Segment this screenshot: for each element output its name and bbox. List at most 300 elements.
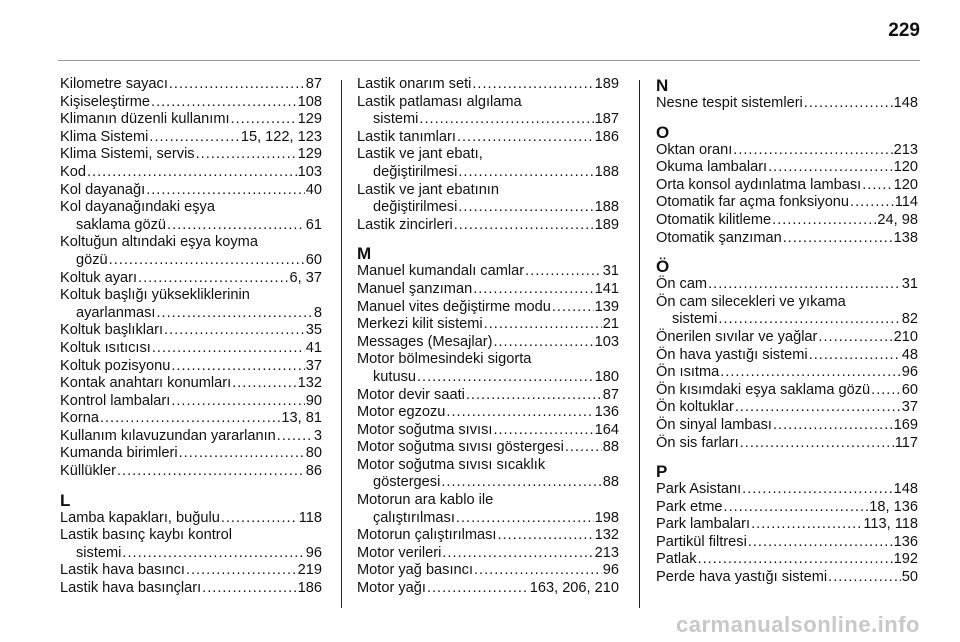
index-entry-line [656, 95, 918, 113]
index-entry-line [357, 164, 619, 182]
index-entry [357, 182, 619, 217]
index-term: Partikül filtresi [656, 533, 747, 550]
index-entry-line [60, 199, 322, 217]
index-term: Koltuğun altındaki eşya koyma [60, 234, 258, 251]
index-entry-line [60, 234, 322, 252]
index-entry [357, 545, 619, 563]
index-entry [60, 94, 322, 112]
index-entry [357, 281, 619, 299]
index-entry-line [656, 499, 918, 517]
index-entry-line [60, 580, 322, 598]
index-term: Klima Sistemi [60, 128, 149, 145]
index-term: Lastik hava basıncı [60, 562, 185, 579]
dot-leader [454, 217, 594, 235]
dot-leader [473, 281, 593, 299]
index-entry [60, 199, 322, 234]
dot-leader [419, 111, 593, 129]
dot-leader [772, 212, 876, 230]
index-page-ref: 15, 122, 123 [240, 128, 322, 145]
index-entry-line [60, 252, 322, 270]
index-page-ref: 192 [893, 551, 918, 568]
index-entry [60, 358, 322, 376]
index-page-ref: 136 [893, 533, 918, 550]
index-term: Koltuk başlıkları [60, 322, 164, 339]
index-term: Motor soğutma sıvısı sıcaklık [357, 456, 546, 473]
index-page-ref: 87 [602, 386, 619, 403]
index-entry-line [656, 516, 918, 534]
index-entry [357, 387, 619, 405]
index-page-ref: 37 [901, 399, 918, 416]
index-page-ref: 60 [901, 381, 918, 398]
index-term: Koltuk pozisyonu [60, 357, 171, 374]
dot-leader [818, 329, 892, 347]
index-page-ref: 13, 81 [281, 410, 322, 427]
index-term: sistemi [373, 111, 419, 128]
index-entry-line [60, 305, 322, 323]
index-page-ref: 96 [901, 364, 918, 381]
index-entry-line [357, 94, 619, 112]
index-entry [656, 481, 918, 499]
dot-leader [100, 410, 280, 428]
index-entry-line [656, 194, 918, 212]
index-entry [60, 270, 322, 288]
index-term: değiştirilmesi [373, 199, 458, 216]
dot-leader [456, 510, 594, 528]
index-entry [656, 516, 918, 534]
index-entry [357, 492, 619, 527]
index-page-ref: 90 [305, 392, 322, 409]
index-page-ref: 198 [594, 509, 619, 526]
index-page-ref: 8 [313, 304, 322, 321]
index-entry-line [357, 527, 619, 545]
dot-leader [232, 375, 296, 393]
index-page-ref: 114 [894, 194, 918, 211]
index-term: Motor devir saati [357, 386, 465, 403]
index-entry-line [60, 76, 322, 94]
index-page-ref: 24, 98 [877, 211, 918, 228]
index-entry-line [357, 387, 619, 405]
index-page-ref: 88 [602, 439, 619, 456]
index-entry [357, 351, 619, 386]
dot-leader [871, 382, 901, 400]
dot-leader [151, 94, 297, 112]
dot-leader [742, 481, 892, 499]
index-term: Ön cam silecekleri ve yıkama [656, 293, 846, 310]
index-page-ref: 41 [305, 339, 322, 356]
dot-leader [427, 580, 529, 598]
index-entry-line [656, 347, 918, 365]
index-entry-line [60, 545, 322, 563]
index-page-ref: 180 [594, 368, 619, 385]
index-entry-line [60, 287, 322, 305]
dot-leader [751, 516, 862, 534]
index-entry-line [656, 551, 918, 569]
dot-leader [196, 146, 297, 164]
index-entry [357, 422, 619, 440]
index-term: Kumanda birimleri [60, 445, 178, 462]
index-entry [60, 580, 322, 598]
index-entry-line [357, 580, 619, 598]
index-entry [357, 562, 619, 580]
index-term: Kişiseleştirme [60, 93, 151, 110]
index-page-ref: 148 [893, 481, 918, 498]
index-term: Ön hava yastığı sistemi [656, 346, 808, 363]
index-entry-line [357, 562, 619, 580]
index-entry-line [656, 311, 918, 329]
index-term: göstergesi [373, 474, 441, 491]
index-term: Kullanım kılavuzundan yararlanın [60, 427, 276, 444]
index-entry [60, 428, 322, 446]
index-entry [656, 329, 918, 347]
index-term: Manuel kumandalı camlar [357, 263, 525, 280]
index-entry-line [357, 439, 619, 457]
index-page-ref: 129 [297, 111, 322, 128]
index-term: Oktan oranı [656, 141, 733, 158]
dot-leader [809, 347, 901, 365]
dot-leader [164, 322, 305, 340]
index-entry-line [357, 457, 619, 475]
index-page-ref: 164 [594, 421, 619, 438]
index-term: Park lambaları [656, 516, 751, 533]
index-page-ref: 141 [594, 280, 619, 297]
index-term: Kol dayanağı [60, 181, 146, 198]
index-entry [60, 340, 322, 358]
index-entry [656, 534, 918, 552]
index-page-ref: 18, 136 [869, 498, 918, 515]
index-term: Kontrol lambaları [60, 392, 171, 409]
index-entry [357, 404, 619, 422]
index-entry [656, 142, 918, 160]
index-entry-line [656, 399, 918, 417]
index-term: Korna [60, 410, 99, 427]
index-page-ref: 88 [602, 474, 619, 491]
index-page-ref: 31 [602, 263, 619, 280]
index-page-ref: 139 [594, 298, 619, 315]
index-term: gözü [76, 251, 108, 268]
index-page-ref: 213 [893, 141, 918, 158]
dot-leader [862, 177, 892, 195]
dot-leader [720, 364, 901, 382]
dot-leader [552, 299, 594, 317]
index-entry [60, 129, 322, 147]
index-entry-line [60, 270, 322, 288]
index-entry-line [60, 146, 322, 164]
index-entry-line [60, 340, 322, 358]
index-page-ref: 118 [298, 509, 322, 526]
dot-leader [171, 393, 304, 411]
index-page-ref: 210 [893, 328, 918, 345]
index-entry [656, 417, 918, 435]
index-term: Nesne tespit sistemleri [656, 95, 803, 111]
index-entry [656, 399, 918, 417]
index-term: Lastik tanımları [357, 128, 456, 145]
index-entry-line [60, 393, 322, 411]
index-entry-line [357, 199, 619, 217]
index-term: Merkezi kilit sistemi [357, 316, 483, 333]
index-entry [60, 527, 322, 562]
index-entry [656, 95, 918, 113]
index-term: Lastik onarım seti [357, 76, 472, 92]
section-letter: L [60, 490, 71, 510]
index-term: Önerilen sıvılar ve yağlar [656, 328, 818, 345]
index-term: Koltuk ayarı [60, 269, 138, 286]
index-term: Okuma lambaları [656, 159, 768, 176]
column-divider [341, 80, 342, 608]
index-term: Kontak anahtarı konumları [60, 375, 232, 392]
index-page-ref: 103 [594, 333, 619, 350]
dot-leader [804, 95, 893, 113]
index-term: Manuel şanzıman [357, 280, 473, 297]
index-entry-line [357, 474, 619, 492]
index-term: kutusu [373, 368, 416, 385]
dot-leader [773, 417, 893, 435]
index-term: Küllükler [60, 463, 116, 480]
index-entry [60, 234, 322, 269]
index-entry-line [60, 358, 322, 376]
dot-leader [442, 545, 593, 563]
index-term: Ön cam [656, 276, 708, 293]
index-page-ref: 113, 118 [863, 516, 918, 533]
index-page-ref: 129 [297, 146, 322, 163]
index-term: sistemi [672, 311, 718, 328]
dot-leader [138, 270, 288, 288]
index-term: Motor bölmesindeki sigorta [357, 351, 532, 368]
index-page-ref: 169 [893, 416, 918, 433]
index-entry-line [656, 177, 918, 195]
dot-leader [525, 263, 602, 281]
index-entry [60, 463, 322, 481]
index-entry-line [357, 510, 619, 528]
index-entry-line [60, 111, 322, 129]
index-entry [357, 580, 619, 598]
index-term: Manuel vites değiştirme modu [357, 298, 551, 315]
index-page-ref: 117 [894, 434, 918, 451]
dot-leader [718, 311, 900, 329]
index-page-ref: 61 [305, 216, 322, 233]
index-page-ref: 37 [305, 357, 322, 374]
dot-leader [472, 76, 593, 94]
dot-leader [146, 182, 305, 200]
index-entry-line [357, 263, 619, 281]
index-entry-line [357, 281, 619, 299]
index-entry [60, 562, 322, 580]
index-term: Patlak [656, 551, 697, 568]
index-column-1 [60, 76, 322, 598]
index-page-ref: 120 [893, 176, 918, 193]
index-entry-line [60, 94, 322, 112]
index-term: Lastik ve jant ebatının [357, 181, 499, 198]
index-entry-line [357, 404, 619, 422]
index-term: Motor yağ basıncı [357, 562, 473, 579]
index-page-ref: 86 [305, 463, 322, 480]
index-entry [357, 439, 619, 457]
index-entry-line [60, 375, 322, 393]
index-entry-line [656, 569, 918, 587]
index-entry [656, 276, 918, 294]
index-entry [656, 230, 918, 248]
index-entry [357, 76, 619, 94]
dot-leader [735, 399, 901, 417]
index-entry-line [60, 129, 322, 147]
dot-leader [484, 316, 602, 334]
index-entry [656, 212, 918, 230]
index-entry [656, 499, 918, 517]
index-page-ref: 108 [297, 93, 322, 110]
index-entry [357, 129, 619, 147]
index-page-ref: 189 [594, 76, 619, 92]
index-term: Lastik ve jant ebatı, [357, 146, 483, 163]
dot-leader [698, 551, 893, 569]
index-term: Ön sis farları [656, 434, 739, 451]
index-term: Otomatik şanzıman [656, 229, 782, 246]
dot-leader [565, 439, 602, 457]
index-page-ref: 163, 206, 210 [529, 580, 619, 597]
index-term: Lamba kapakları, buğulu [60, 509, 220, 526]
index-page-ref: 132 [594, 527, 619, 544]
index-entry-line [656, 159, 918, 177]
index-entry-line [60, 410, 322, 428]
dot-leader [457, 129, 594, 147]
index-entry [60, 146, 322, 164]
index-entry [357, 146, 619, 181]
index-term: Kol dayanağındaki eşya [60, 199, 215, 216]
dot-leader [122, 545, 304, 563]
index-page-ref: 87 [305, 76, 322, 92]
index-entry-line [60, 217, 322, 235]
index-entry [60, 393, 322, 411]
dot-leader [748, 534, 893, 552]
dot-leader [850, 194, 894, 212]
index-term: Perde hava yastığı sistemi [656, 569, 828, 586]
index-entry [60, 375, 322, 393]
dot-leader [441, 474, 601, 492]
index-page-ref: 6, 37 [289, 269, 322, 286]
index-term: Motorun ara kablo ile [357, 492, 494, 509]
index-entry [656, 294, 918, 329]
index-page-ref: 60 [305, 251, 322, 268]
section-letter: P [656, 462, 668, 482]
dot-leader [171, 358, 304, 376]
dot-leader [828, 569, 901, 587]
index-term: Otomatik far açma fonksiyonu [656, 194, 850, 211]
dot-leader [149, 129, 239, 147]
index-term: Lastik zincirleri [357, 216, 453, 233]
index-term: Motor egzozu [357, 404, 446, 421]
index-page-ref: 138 [893, 229, 918, 246]
section-letter: Ö [656, 257, 670, 277]
index-term: Kod [60, 163, 86, 180]
index-page-ref: 31 [901, 276, 918, 293]
dot-leader [446, 404, 593, 422]
index-entry [656, 435, 918, 453]
index-column-2 [357, 76, 619, 598]
index-entry-line [656, 534, 918, 552]
dot-leader [466, 387, 602, 405]
index-page-ref: 188 [594, 199, 619, 216]
index-term: saklama gözü [76, 216, 167, 233]
dot-leader [202, 580, 296, 598]
dot-leader [169, 76, 305, 94]
index-entry-line [60, 322, 322, 340]
index-entry-line [656, 294, 918, 312]
index-entry [60, 322, 322, 340]
index-term: Otomatik kilitleme [656, 211, 772, 228]
index-page-ref: 35 [305, 322, 322, 339]
index-entry-line [357, 76, 619, 94]
index-term: Motor soğutma sıvısı [357, 421, 493, 438]
dot-leader [708, 276, 901, 294]
index-entry [60, 111, 322, 129]
dot-leader [277, 428, 313, 446]
dot-leader [783, 230, 893, 248]
index-page-ref: 48 [901, 346, 918, 363]
index-entry-line [60, 445, 322, 463]
section-letter: N [656, 76, 669, 95]
column-divider [639, 80, 640, 608]
index-entry [60, 445, 322, 463]
dot-leader [493, 422, 593, 440]
index-entry-line [357, 369, 619, 387]
index-page-ref: 3 [313, 427, 322, 444]
index-entry [357, 263, 619, 281]
index-term: Lastik patlaması algılama [357, 93, 522, 110]
index-entry-line [656, 212, 918, 230]
index-term: Motor verileri [357, 544, 442, 561]
index-entry [357, 217, 619, 235]
index-entry [656, 382, 918, 400]
index-term: Park Asistanı [656, 481, 742, 498]
index-entry-line [357, 182, 619, 200]
index-page-ref: 82 [901, 311, 918, 328]
index-term: Ön koltuklar [656, 399, 734, 416]
dot-leader [458, 199, 593, 217]
index-page-ref: 186 [297, 580, 322, 597]
dot-leader [768, 159, 893, 177]
index-entry [357, 457, 619, 492]
index-entry [357, 527, 619, 545]
index-term: Ön ısıtma [656, 364, 720, 381]
index-entry-line [60, 428, 322, 446]
dot-leader [231, 111, 297, 129]
dot-leader [417, 369, 594, 387]
index-term: çalıştırılması [373, 509, 455, 526]
dot-leader [186, 562, 297, 580]
dot-leader [157, 305, 313, 323]
index-entry-line [656, 276, 918, 294]
index-entry [357, 94, 619, 129]
index-entry [60, 410, 322, 428]
index-entry [60, 76, 322, 94]
index-entry-line [656, 435, 918, 453]
section-letter: O [656, 122, 670, 142]
dot-leader [167, 217, 305, 235]
index-page-ref: 213 [594, 544, 619, 561]
index-entry [60, 164, 322, 182]
index-term: Lastik basınç kaybı kontrol [60, 527, 232, 544]
index-entry [656, 347, 918, 365]
index-page-ref: 188 [594, 163, 619, 180]
index-entry [656, 364, 918, 382]
index-term: ayarlanması [76, 304, 156, 321]
index-entry-line [357, 316, 619, 334]
dot-leader [87, 164, 297, 182]
index-term: sistemi [76, 544, 122, 561]
index-entry [60, 182, 322, 200]
index-entry [60, 287, 322, 322]
section-letter: M [357, 244, 372, 264]
index-page-ref: 186 [594, 128, 619, 145]
index-entry [60, 510, 322, 528]
